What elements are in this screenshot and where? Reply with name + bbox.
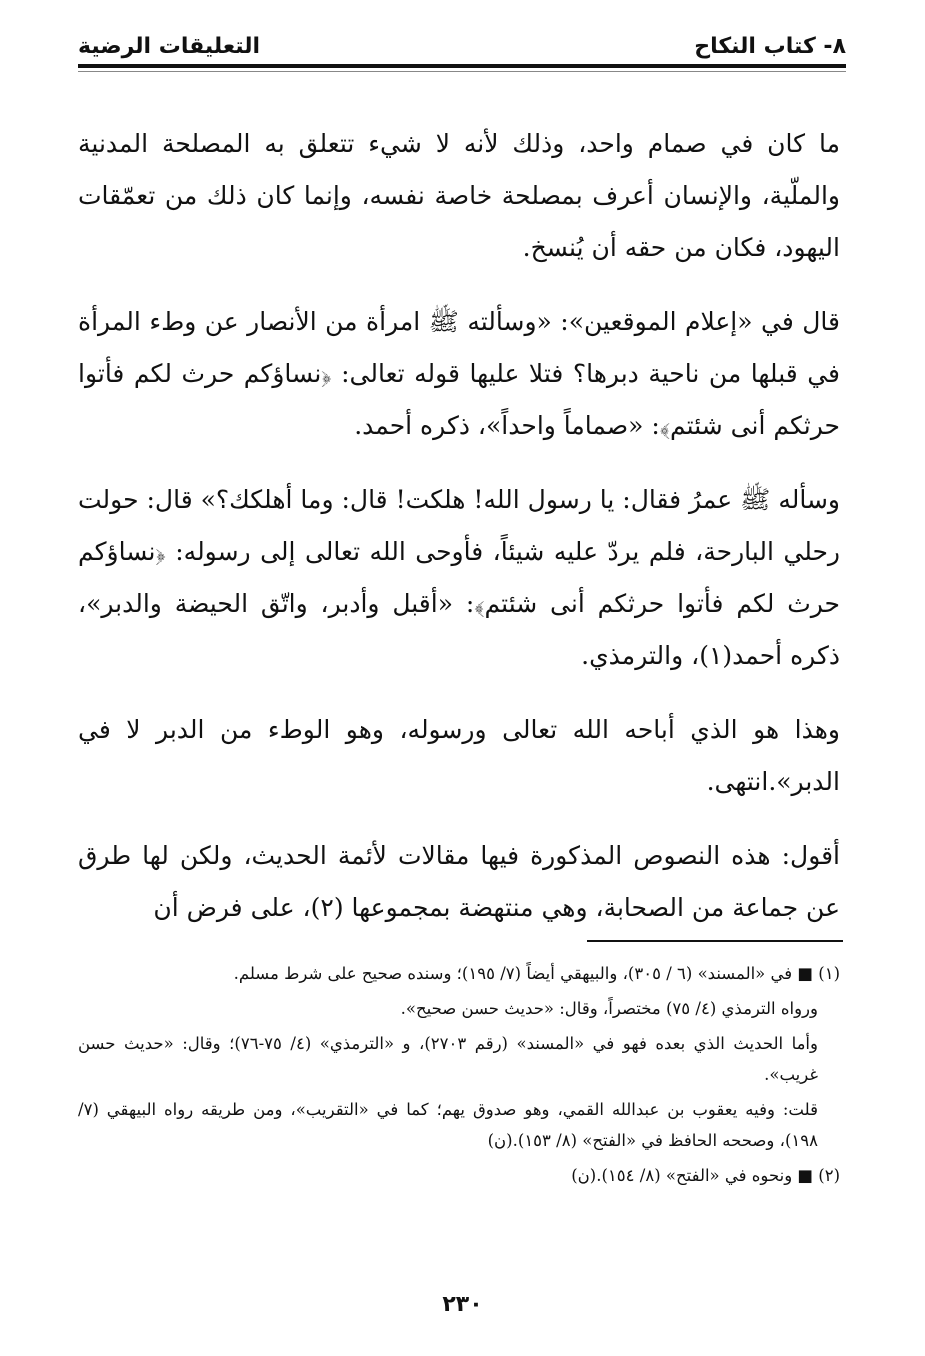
footnote: قلت: وفيه يعقوب بن عبدالله القمي، وهو صدوق يهم؛ كما في «التقريب»، ومن طريقه رواه البيهقي (٧/ ١٩٨)، وصححه الحافظ في «الفتح» (٨/ ١٥٣).(ن) bbox=[78, 1100, 818, 1150]
paragraph: أقول: هذه النصوص المذكورة فيها مقالات لأئمة الحديث، ولكن لها طرق عن جماعة من الصحابة، وهي منتهضة بمجموعها (٢)، على فرض أن bbox=[78, 841, 841, 922]
footnotes bbox=[78, 958, 840, 1195]
footnote: ورواه الترمذي (٤/ ٧٥) مختصراً، وقال: «حديث حسن صحيح». bbox=[400, 999, 818, 1018]
paragraph: قال في «إعلام الموقعين»: «وسألته ﷺ امرأة من الأنصار عن وطء المرأة في قبلها من ناحية دبرها؟ فتلا عليها قوله تعالى: ﴿نساؤكم حرث لكم فأتوا حرثكم أنى شئتم﴾: «صماماً واحداً»، ذكره أحمد. bbox=[78, 307, 840, 440]
book-title: التعليقات الرضية bbox=[78, 34, 261, 59]
page-header bbox=[78, 34, 846, 74]
header-rule-thin bbox=[78, 71, 846, 72]
header-rule bbox=[78, 64, 846, 68]
page-number: ٢٣٠ bbox=[442, 1292, 483, 1317]
paragraph: ما كان في صمام واحد، وذلك لأنه لا شيء تتعلق به المصلحة المدنية والملّية، والإنسان أعرف بمصلحة خاصة نفسه، وإنما كان ذلك من تعمّقات اليهود، فكان من حقه أن يُنسخ. bbox=[78, 129, 840, 262]
footnote: (٢) ■ ونحوه في «الفتح» (٨/ ١٥٤).(ن) bbox=[571, 1166, 840, 1185]
paragraph: وهذا هو الذي أباحه الله تعالى ورسوله، وهو الوطء من الدبر لا في الدبر».انتهى. bbox=[78, 715, 840, 796]
footnote-separator bbox=[587, 940, 843, 942]
paragraph: وسأله ﷺ عمرُ فقال: يا رسول الله! هلكت! قال: وما أهلكك؟» قال: حولت رحلي البارحة، فلم يردّ عليه شيئاً، فأوحى الله تعالى إلى رسوله: ﴿نساؤكم حرث لكم فأتوا حرثكم أنى شئتم﴾: «أقبل وأدبر، واتّق الحيضة والدبر»، ذكره أحمد(١)، والترمذي. bbox=[78, 485, 840, 670]
footnote: وأما الحديث الذي بعده فهو في «المسند» (رقم ٢٧٠٣)، و «الترمذي» (٤/ ٧٥-٧٦)؛ وقال: «حديث حسن غريب». bbox=[78, 1034, 818, 1084]
chapter-title: ٨- كتاب النكاح bbox=[694, 34, 846, 59]
main-text bbox=[78, 118, 840, 956]
footnote: (١) ■ في «المسند» (٦ / ٣٠٥)، والبيهقي أيضاً (٧/ ١٩٥)؛ وسنده صحيح على شرط مسلم. bbox=[233, 964, 840, 983]
